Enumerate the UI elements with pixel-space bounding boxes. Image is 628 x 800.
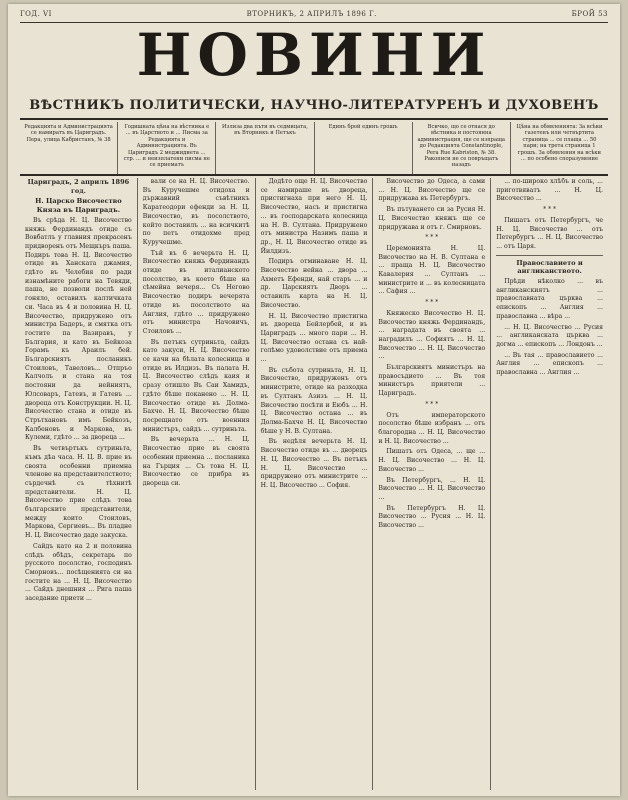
info-box: Редакцията и Администрацията се намиратъ въ Цариградъ. Пера, улица Кабристанъ, № 38 [20, 122, 118, 174]
paragraph: Българскиятъ министъръ на правосъдието ... Въ тоя министъръ приятели ... Цариградъ. [378, 364, 486, 398]
paragraph: Пишатъ отъ Петербургъ, че Н. Ц. Височество ... отъ Петербургъ ... Н. Ц. Височество ... отъ Царя. [496, 216, 603, 250]
paragraph: Додѣто още Н. Ц. Височество се намираше въ двореца, пристигнаха при него Н. Ц. Височество, насъ и пристигна ... въ господарската колесница на Н. В. Султана. Придружено отъ министра Назимъ паша и др., Н. Ц. Височество отиде въ Йилдизъ. [260, 178, 368, 255]
info-box: Единъ брой единъ грошъ [315, 122, 413, 174]
paragraph: Церемонията Н. Ц. Височество на Н. В. Султана е ... праща Н. Ц. Височество Кавалерия ... Султанъ ... министрите и ... въ колесницата ... Сафия ... [378, 244, 486, 296]
paragraph: Пишатъ отъ Одеса, ... ще ... Н. Ц. Височество ... Н. Ц. Височество ... [378, 448, 486, 473]
column-2 [138, 178, 256, 790]
paragraph: Въ пътуването си за Русия Н. Ц. Височество княжъ ще се придружава и отъ г. Смирновъ. [378, 206, 486, 231]
paragraph: ... по-широко хлѣбъ и соль, ... приготвяватъ ... Н. Ц. Височество ... [496, 178, 603, 203]
info-box: Цѣна на обявленията: За всѣки газетенъ или четвъртита страница ... се плаща ... 50 пари; на трета страница 1 грошъ. За обявления на всѣки ... по особено споразумение [516, 124, 603, 163]
year-label: ГОД. VI [20, 10, 52, 18]
paragraph: Сайдъ като на 2 и половина слѣдъ обѣдъ, секретарь по русското посолство, господинъ Сморновъ... посѣщенията си на гостите на ... Н. Ц. Височество ... Сайдъ днешния ... Рига паша заседание приети ... [25, 542, 132, 603]
column-4 [373, 178, 491, 790]
paragraph: Въ четвъртъкъ сутриньта, къмъ дѣа часа. Н. Ц. В. прие въ своята особенни приемна членове на представителството; сърдечнѣ съ тѣхнитѣ представители. Н. Ц. Височество прие слѣдъ това българските представители, между които Стоиловъ, Маркова, Сергиевъ... Въ пладне Н. Ц. Височество даде закуска. [25, 445, 132, 540]
separator: * * * [425, 234, 439, 242]
paragraph: ... Въ тая ... православието ... Англия ... епископъ ... православна ... Англия ... [496, 351, 603, 377]
article-heading: Православието и англиканството. [516, 258, 583, 276]
info-box: Излиза два пъти въ седмицата, въ Вторникъ и Петъкъ [216, 122, 314, 174]
subtitle: ВѢСТНИКЪ ПОЛИТИЧЕСКИ, НАУЧНО-ЛИТЕРАТУРЕНЪ И ДУХОВЕНЪ [20, 98, 608, 120]
column-3 [256, 178, 374, 790]
newspaper-page [8, 4, 620, 796]
masthead-title: НОВИНИ [136, 21, 492, 89]
article-heading: Н. Царско Височество Княза въ Цариградъ. [35, 197, 122, 215]
info-bar [20, 122, 608, 176]
paragraph: Въ Петербургъ, ... Н. Ц. Височество ... Н. Ц. Височество ... [378, 476, 486, 501]
info-box: Годишната цѣна на вѣстника е ... въ Царството и ... Писма за Редакцията и Администрацията. Въ Цариградъ 2 меджидиета ... стр. ... и неизплатени писма не се приематъ [118, 122, 216, 174]
paragraph: ... Н. Ц. Височество ... Русия ... англиканската църква ... догма ... епископъ ... Лондонъ ... [496, 323, 603, 348]
article-columns [20, 178, 608, 790]
paragraph: Въ петъкъ сутриньта, сайдъ като закуси, Н. Ц. Височество се качи на бѣлата колесница и отиде въ Илдизъ. Въ палата Н. Ц. Височество слѣдъ каия и сразу отишло Въ Саи Хамидъ, гдѣто бѣше поканено ... Н. Ц. Височество отиде въ Долма-Бахче. Н. Ц. Височество бѣше посрещнато отъ военния министъръ, сайдъ ... сутриньта. [142, 338, 250, 433]
section-divider [496, 255, 603, 256]
info-box: Всичко, що се отнася до вѣстника и постоянна администрация, ще се изпраща до Редакцията Constantinople, Pera Rue Kabriston, № 38. Ракописи не се повръщатъ назадъ [413, 122, 511, 174]
separator: * * * [425, 299, 439, 307]
paragraph: Подиръ отминаване Н. Ц. Височество нейна ... двора ... Ахметъ Ефенди, най старъ ... и др. Царскиятъ Дворъ ... оставилъ карта на Н. Ц. Височество. [260, 258, 368, 309]
column-1 [20, 178, 138, 790]
paragraph: Прѣди нѣколко ... въ англиканскиятъ ... православната църква ... епископъ ... Англия ... православна ... вѣра ... [496, 278, 603, 320]
paragraph: Н. Ц. Височество пристигна въ двореца Бейлербей, и въ Цариградъ ... много пари ... Н. Ц. Височество остана съ най-голѣмо удоволствие отъ приема ... [260, 312, 368, 364]
paragraph: Въ недѣля вечерьта Н. Ц. Височество отиде въ ... дворецъ Н. Ц. Височество ... Въ петъкъ Н. Ц. Височество ... придружено отъ министрите ... Н. Ц. Височество ... София. [260, 438, 368, 489]
paragraph: Отъ императорското посолство бѣше избранъ ... отъ благородна ... Н. Ц. Височество и Н. Ц. Височество ... [378, 411, 486, 445]
separator: * * * [543, 206, 556, 214]
paragraph: Тъй въ 6 вечерьта Н. Ц. Височество княжь Фердинандъ отиде въ италианското посолство, въ което бѣше на сѣмейна вечеря... Съ Негово Височество подиръ вечерята отиде въ посолството на Англия, гдѣто ... придружено отъ министра Начовичъ, Стоиловъ ... [142, 249, 250, 335]
dateline: Цариградъ, 2 априлъ 1896 год. [27, 178, 130, 195]
paragraph: Въ срѣда Н. Ц. Височество княжь Фердинандъ отиде съ Вовбатлъ у главния прекрасенъ придворенъ отъ Мещкъръ паша. Подиръ това Н. Ц. Височество отиде въ Ханската джамия, гдѣто въ Челебия по ради изнамѣните рабоги на Тевяди, паша, не позволи послѣ ней гоняло, оставилъ калтичката си. Часа въ 4 и половина Н. Ц. Височество, придружено отъ министра Бадеръ, и смятка отъ гостите па Вазиравъ, у България, и като въ Бейкоза Горамъ къ Араилъ бей. Българскиятъ посланикъ Стоиловъ, Тавеловъ... Отпръо Калчолъ и стана на тоя постояни да нейниятъ, Юлсоваръ, Гатевъ, и Гатевъ ... двореца отъ Конструкции. Н. Ц. Височество стана и отиде въ Стрътхановъ имъ Бейкозъ, Калбеновъ и Маркова, въ Кулеми, гдѣто ... за двореца ... [25, 216, 132, 442]
paragraph: Въ събота сутриньта, Н. Ц. Височество, придруженъ отъ министрите, отиде на разходка въ Султанъ Азизъ ... Н. Ц. Височество посѣти и Еюбъ ... Н. Ц. Височество остана ... въ Долма-Бахче Н. Ц. Височество бѣше у Н. В. Султана. [260, 366, 368, 435]
paragraph: Въ вечерьта ... Н. Ц. Височество прие въ своята особенни приемна ... посланика на Гърция ... Съ това Н. Ц. Височество се прибра въ двореца си. [142, 436, 250, 487]
paragraph: вали се на Н. Ц. Височество. Въ Куручешме отидоха и държавний съвѣтникъ Каратеодори ефенди за Н. Ц. Височество, въ посолството, който поставилъ ... на всичкитѣ по петъ отидохме пред Куручешме. [142, 178, 250, 246]
column-5 [491, 178, 608, 790]
paragraph: Въ Петербургъ Н. Ц. Височество ... Русия ... Н. Ц. Височество ... [378, 504, 486, 530]
issue-label: БРОЙ 53 [571, 10, 608, 18]
separator: * * * [425, 400, 439, 408]
date-label: ВТОРНИКЪ, 2 АПРИЛЪ 1896 Г. [246, 10, 377, 18]
paragraph: Височество до Одеса, а сами ... Н. Ц. Височество ще се придружава въ Петербургъ. [378, 178, 486, 203]
paragraph: Княжеско Височество Н. Ц. Височество княжь Фердинандъ, ... наградата въ своята ... наградилъ ... Софиятъ ... Н. Ц. Височество ... Н. Ц. Височество ... [378, 309, 486, 361]
